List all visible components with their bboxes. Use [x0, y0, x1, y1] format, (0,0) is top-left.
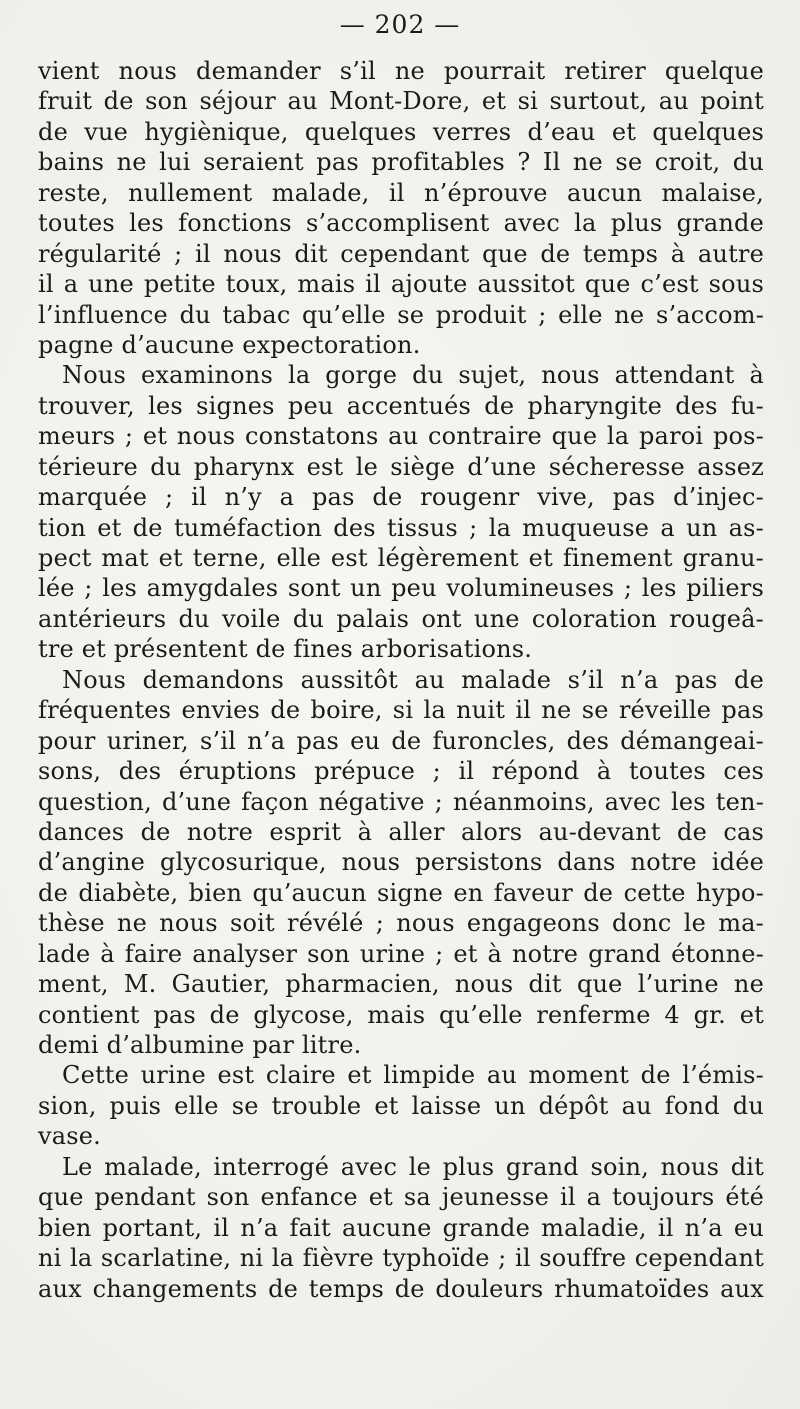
text-line: de vue hygiènique, quelques verres d’eau et quelques: [38, 117, 764, 146]
text-line: thèse ne nous soit révélé ; nous engageons donc le ma-: [38, 909, 764, 938]
text-line: ment, M. Gautier, pharmacien, nous dit que l’urine ne: [38, 970, 764, 999]
text-line: pour uriner, s’il n’a pas eu de furoncles, des démangeai-: [38, 726, 764, 755]
text-line: pect mat et terne, elle est légèrement et finement granu-: [38, 544, 764, 572]
text-line: demi d’albumine par litre.: [38, 1031, 362, 1059]
text-line: marquée ; il n’y a pas de rougenr vive, pas d’injec-: [38, 483, 764, 512]
text-line: bien portant, il n’a fait aucune grande maladie, il n’a eu: [38, 1213, 764, 1242]
text-line: lade à faire analyser son urine ; et à notre grand étonne-: [38, 939, 764, 968]
text-line: ni la scarlatine, ni la fièvre typhoïde ; il souffre cependant: [38, 1244, 764, 1273]
text-line: Le malade, interrogé avec le plus grand soin, nous dit: [62, 1152, 764, 1181]
text-line: vase.: [38, 1122, 102, 1151]
text-line: question, d’une façon négative ; néanmoins, avec les ten-: [38, 787, 764, 816]
text-line: régularité ; il nous dit cependant que de temps à autre: [38, 239, 764, 268]
text-line: pagne d’aucune expectoration.: [38, 330, 421, 359]
text-line: il a une petite toux, mais il ajoute aussitot que c’est sous: [38, 270, 764, 299]
text-line: meurs ; et nous constatons au contraire que la paroi pos-: [38, 422, 764, 451]
text-line: l’influence du tabac qu’elle se produit ; elle ne s’accom-: [38, 300, 764, 329]
text-line: contient pas de glycose, mais qu’elle renferme 4 gr. et: [38, 1000, 764, 1029]
text-line: fruit de son séjour au Mont-Dore, et si surtout, au point: [38, 87, 764, 116]
text-line: sion, puis elle se trouble et laisse un dépôt au fond du: [38, 1091, 764, 1120]
text-line: lée ; les amygdales sont un peu volumineuses ; les piliers: [38, 574, 764, 603]
text-line: Nous demandons aussitôt au malade s’il n’a pas de: [62, 665, 764, 694]
text-line: que pendant son enfance et sa jeunesse il a toujours été: [38, 1183, 764, 1212]
text-line: de diabète, bien qu’aucun signe en faveur de cette hypo-: [38, 878, 764, 907]
text-line: aux changements de temps de douleurs rhumatoïdes aux: [38, 1274, 764, 1303]
text-line: dances de notre esprit à aller alors au-devant de cas: [38, 817, 764, 846]
text-line: trouver, les signes peu accentués de pharyngite des fu-: [38, 391, 764, 420]
page-number: — 202 —: [339, 10, 461, 39]
text-line: fréquentes envies de boire, si la nuit il ne se réveille pas: [38, 696, 764, 725]
text-line: Cette urine est claire et limpide au moment de l’émis-: [62, 1061, 764, 1090]
text-line: reste, nullement malade, il n’éprouve aucun malaise,: [38, 178, 764, 207]
text-line: Nous examinons la gorge du sujet, nous attendant à: [62, 361, 764, 390]
text-line: tion et de tuméfaction des tissus ; la muqueuse a un as-: [38, 513, 764, 542]
text-line: tre et présentent de fines arborisations.: [38, 635, 533, 664]
text-line: d’angine glycosurique, nous persistons dans notre idée: [38, 848, 764, 877]
text-line: bains ne lui seraient pas profitables ? Il ne se croit, du: [38, 148, 764, 177]
text-line: vient nous demander s’il ne pourrait retirer quelque: [38, 57, 764, 85]
text-line: antérieurs du voile du palais ont une coloration rougeâ-: [38, 604, 764, 633]
text-line: sons, des éruptions prépuce ; il répond à toutes ces: [38, 757, 764, 786]
text-line: térieure du pharynx est le siège d’une sécheresse assez: [38, 452, 764, 481]
text-line: toutes les fonctions s’accomplisent avec la plus grande: [38, 209, 764, 238]
body-text: [38, 56, 764, 1304]
